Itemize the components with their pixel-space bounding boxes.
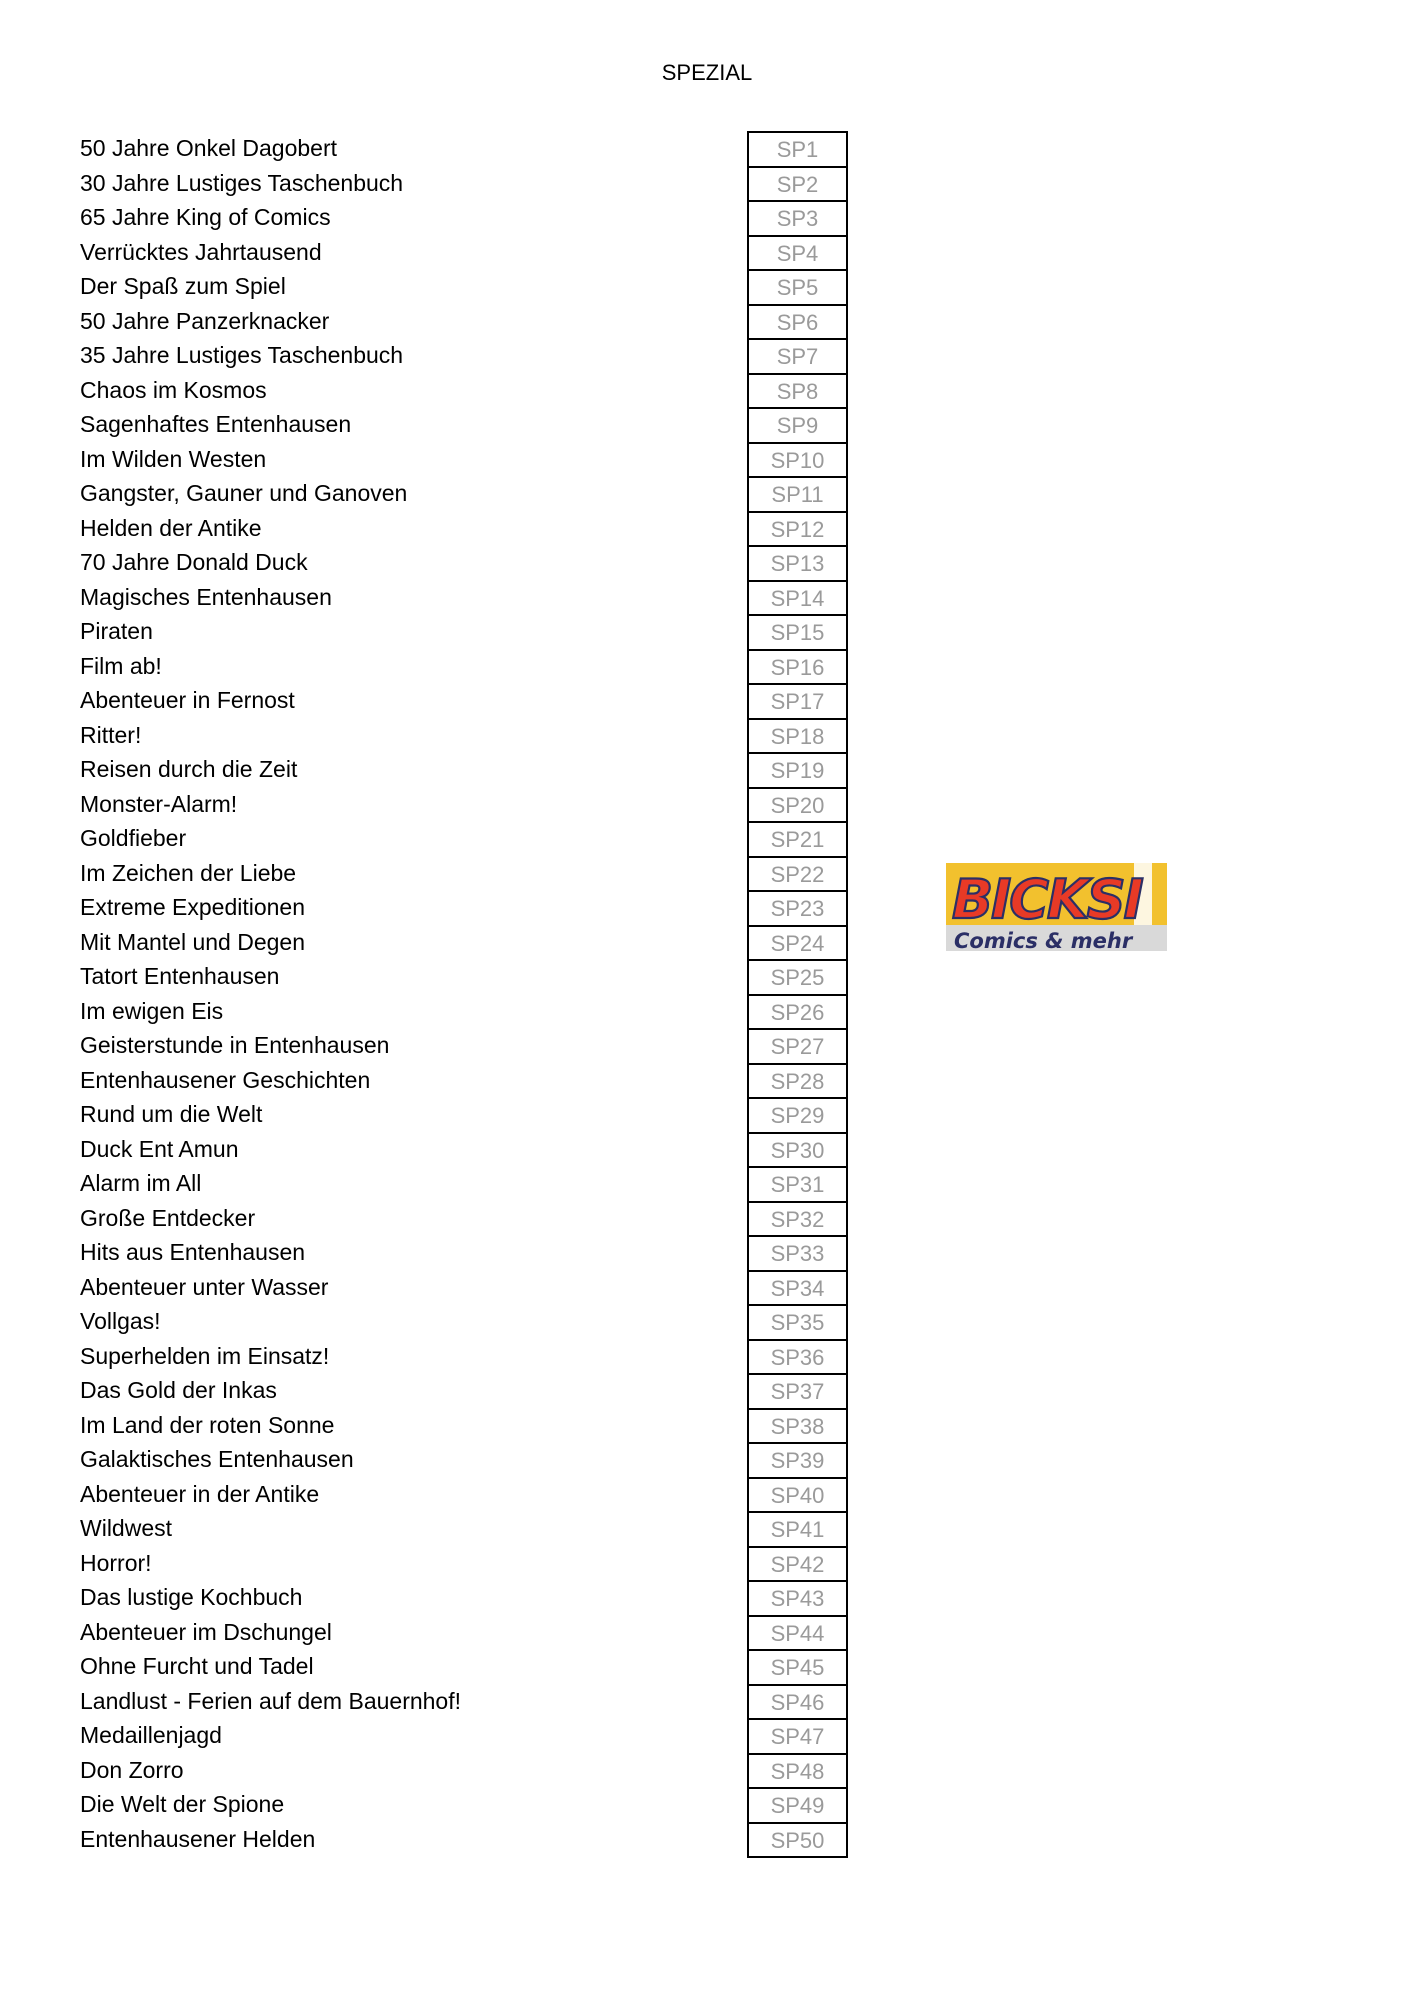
- issue-title: Verrücktes Jahrtausend: [80, 238, 322, 265]
- issue-code-box: SP14: [747, 580, 848, 615]
- issue-code-box: SP43: [747, 1580, 848, 1615]
- issue-title: Wildwest: [80, 1515, 173, 1541]
- list-item: [0, 1615, 900, 1650]
- issue-code-box: SP1: [747, 131, 848, 166]
- issue-title: Reisen durch die Zeit: [80, 756, 298, 782]
- issue-title: Sagenhaftes Entenhausen: [80, 411, 352, 437]
- issue-code-box: SP15: [747, 614, 848, 649]
- list-item: [0, 1477, 900, 1512]
- list-item: [0, 200, 900, 235]
- list-item: [0, 1339, 900, 1374]
- list-item: [0, 269, 900, 304]
- issue-title: Rund um die Welt: [80, 1101, 263, 1127]
- issue-title: Film ab!: [80, 652, 162, 679]
- list-item: [0, 856, 900, 891]
- list-item: [0, 1063, 900, 1098]
- issue-title: Im Zeichen der Liebe: [80, 859, 297, 886]
- issue-title: Monster-Alarm!: [80, 790, 238, 817]
- issue-title: Tatort Entenhausen: [80, 963, 280, 989]
- issue-title: Gangster, Gauner und Ganoven: [80, 480, 408, 506]
- bicksi-logo: [946, 855, 1167, 957]
- issue-title: Superhelden im Einsatz!: [80, 1342, 330, 1369]
- list-item: [0, 1511, 900, 1546]
- issue-title: Das lustige Kochbuch: [80, 1584, 303, 1610]
- list-item: [0, 1684, 900, 1719]
- issue-code-box: SP19: [747, 752, 848, 787]
- list-item: [0, 304, 900, 339]
- list-item: [0, 1270, 900, 1305]
- issue-code-box: SP13: [747, 545, 848, 580]
- issue-title: Im Wilden Westen: [80, 445, 267, 472]
- issue-code-box: SP22: [747, 856, 848, 891]
- issue-title: Extreme Expeditionen: [80, 894, 306, 920]
- issue-code-box: SP8: [747, 373, 848, 408]
- issue-code-box: SP29: [747, 1097, 848, 1132]
- list-item: [0, 1442, 900, 1477]
- issue-code-box: SP20: [747, 787, 848, 822]
- issue-code-box: SP33: [747, 1235, 848, 1270]
- issue-code-box: SP4: [747, 235, 848, 270]
- list-item: [0, 407, 900, 442]
- list-item: [0, 1132, 900, 1167]
- issue-code-box: SP12: [747, 511, 848, 546]
- issue-title: Helden der Antike: [80, 514, 262, 541]
- issue-code-box: SP26: [747, 994, 848, 1029]
- issue-code-box: SP3: [747, 200, 848, 235]
- list-item: [0, 511, 900, 546]
- list-item: [0, 821, 900, 856]
- issue-code-box: SP46: [747, 1684, 848, 1719]
- issue-code-box: SP49: [747, 1787, 848, 1822]
- list-item: [0, 1580, 900, 1615]
- list-item: [0, 1373, 900, 1408]
- issue-code-box: SP42: [747, 1546, 848, 1581]
- issue-title: Chaos im Kosmos: [80, 376, 267, 403]
- issue-code-box: SP39: [747, 1442, 848, 1477]
- list-item: [0, 166, 900, 201]
- issue-code-box: SP21: [747, 821, 848, 856]
- list-item: [0, 787, 900, 822]
- issue-code-box: SP45: [747, 1649, 848, 1684]
- issue-title: Magisches Entenhausen: [80, 583, 332, 610]
- issue-title: Duck Ent Amun: [80, 1135, 239, 1162]
- issue-title: Entenhausener Helden: [80, 1825, 316, 1852]
- issue-code-box: SP7: [747, 338, 848, 373]
- issue-code-box: SP44: [747, 1615, 848, 1650]
- list-item: [0, 545, 900, 580]
- issue-title: Abenteuer unter Wasser: [80, 1273, 329, 1300]
- checklist: [0, 131, 900, 1856]
- issue-title: Alarm im All: [80, 1170, 202, 1196]
- issue-code-box: SP24: [747, 925, 848, 960]
- list-item: [0, 1822, 900, 1857]
- issue-code-box: SP35: [747, 1304, 848, 1339]
- list-item: [0, 614, 900, 649]
- issue-code-box: SP16: [747, 649, 848, 684]
- issue-code-box: SP17: [747, 683, 848, 718]
- list-item: [0, 752, 900, 787]
- list-item: [0, 373, 900, 408]
- issue-title: Große Entdecker: [80, 1204, 256, 1231]
- issue-title: Der Spaß zum Spiel: [80, 273, 286, 299]
- issue-title: Vollgas!: [80, 1308, 161, 1334]
- issue-title: 65 Jahre King of Comics: [80, 204, 331, 230]
- logo-tagline: Comics & mehr: [954, 929, 1133, 953]
- issue-code-box: SP11: [747, 476, 848, 511]
- list-item: [0, 925, 900, 960]
- issue-title: Im Land der roten Sonne: [80, 1411, 335, 1438]
- list-item: [0, 959, 900, 994]
- list-item: [0, 1408, 900, 1443]
- issue-title: Landlust - Ferien auf dem Bauernhof!: [80, 1687, 462, 1714]
- issue-title: 70 Jahre Donald Duck: [80, 549, 308, 575]
- issue-title: Geisterstunde in Entenhausen: [80, 1032, 390, 1058]
- issue-code-box: SP32: [747, 1201, 848, 1236]
- issue-code-box: SP2: [747, 166, 848, 201]
- list-item: [0, 1097, 900, 1132]
- issue-code-box: SP34: [747, 1270, 848, 1305]
- issue-code-box: SP27: [747, 1028, 848, 1063]
- issue-title: Im ewigen Eis: [80, 997, 224, 1024]
- list-item: [0, 1235, 900, 1270]
- issue-title: Das Gold der Inkas: [80, 1377, 277, 1403]
- issue-code-box: SP10: [747, 442, 848, 477]
- list-item: [0, 580, 900, 615]
- issue-code-box: SP5: [747, 269, 848, 304]
- issue-code-box: SP47: [747, 1718, 848, 1753]
- issue-title: Goldfieber: [80, 825, 187, 851]
- issue-title: Medaillenjagd: [80, 1722, 222, 1748]
- list-item: [0, 131, 900, 166]
- issue-title: Galaktisches Entenhausen: [80, 1446, 354, 1472]
- issue-title: Abenteuer in Fernost: [80, 687, 295, 713]
- issue-title: Ohne Furcht und Tadel: [80, 1653, 314, 1679]
- list-item: [0, 442, 900, 477]
- list-item: [0, 890, 900, 925]
- list-item: [0, 994, 900, 1029]
- issue-code-box: SP37: [747, 1373, 848, 1408]
- issue-code-box: SP9: [747, 407, 848, 442]
- issue-code-box: SP40: [747, 1477, 848, 1512]
- issue-code-box: SP6: [747, 304, 848, 339]
- issue-title: 50 Jahre Onkel Dagobert: [80, 135, 337, 161]
- page-title: SPEZIAL: [661, 60, 753, 85]
- issue-code-box: SP48: [747, 1753, 848, 1788]
- issue-title: Horror!: [80, 1549, 152, 1576]
- issue-code-box: SP41: [747, 1511, 848, 1546]
- list-item: [0, 1201, 900, 1236]
- issue-title: 50 Jahre Panzerknacker: [80, 307, 330, 334]
- issue-code-box: SP31: [747, 1166, 848, 1201]
- issue-code-box: SP28: [747, 1063, 848, 1098]
- issue-code-box: SP30: [747, 1132, 848, 1167]
- list-item: [0, 1718, 900, 1753]
- issue-title: 35 Jahre Lustiges Taschenbuch: [80, 342, 404, 368]
- issue-code-box: SP50: [747, 1822, 848, 1859]
- list-item: [0, 1546, 900, 1581]
- issue-title: Abenteuer in der Antike: [80, 1480, 320, 1507]
- bicksi-logo-graphic: [946, 855, 1167, 957]
- issue-code-box: SP23: [747, 890, 848, 925]
- list-item: [0, 718, 900, 753]
- issue-title: Die Welt der Spione: [80, 1791, 285, 1817]
- issue-title: 30 Jahre Lustiges Taschenbuch: [80, 169, 404, 196]
- issue-code-box: SP18: [747, 718, 848, 753]
- issue-title: Ritter!: [80, 721, 142, 748]
- issue-title: Abenteuer im Dschungel: [80, 1618, 332, 1645]
- list-item: [0, 683, 900, 718]
- issue-title: Piraten: [80, 618, 153, 644]
- list-item: [0, 649, 900, 684]
- issue-code-box: SP36: [747, 1339, 848, 1374]
- list-item: [0, 1753, 900, 1788]
- issue-title: Don Zorro: [80, 1756, 184, 1783]
- list-item: [0, 1304, 900, 1339]
- issue-code-box: SP38: [747, 1408, 848, 1443]
- issue-title: Entenhausener Geschichten: [80, 1066, 371, 1093]
- list-item: [0, 338, 900, 373]
- list-item: [0, 235, 900, 270]
- list-item: [0, 1649, 900, 1684]
- issue-title: Hits aus Entenhausen: [80, 1239, 306, 1265]
- list-item: [0, 476, 900, 511]
- logo-wordmark: BICKSI: [952, 868, 1142, 931]
- issue-title: Mit Mantel und Degen: [80, 928, 306, 955]
- list-item: [0, 1028, 900, 1063]
- issue-code-box: SP25: [747, 959, 848, 994]
- list-item: [0, 1787, 900, 1822]
- list-item: [0, 1166, 900, 1201]
